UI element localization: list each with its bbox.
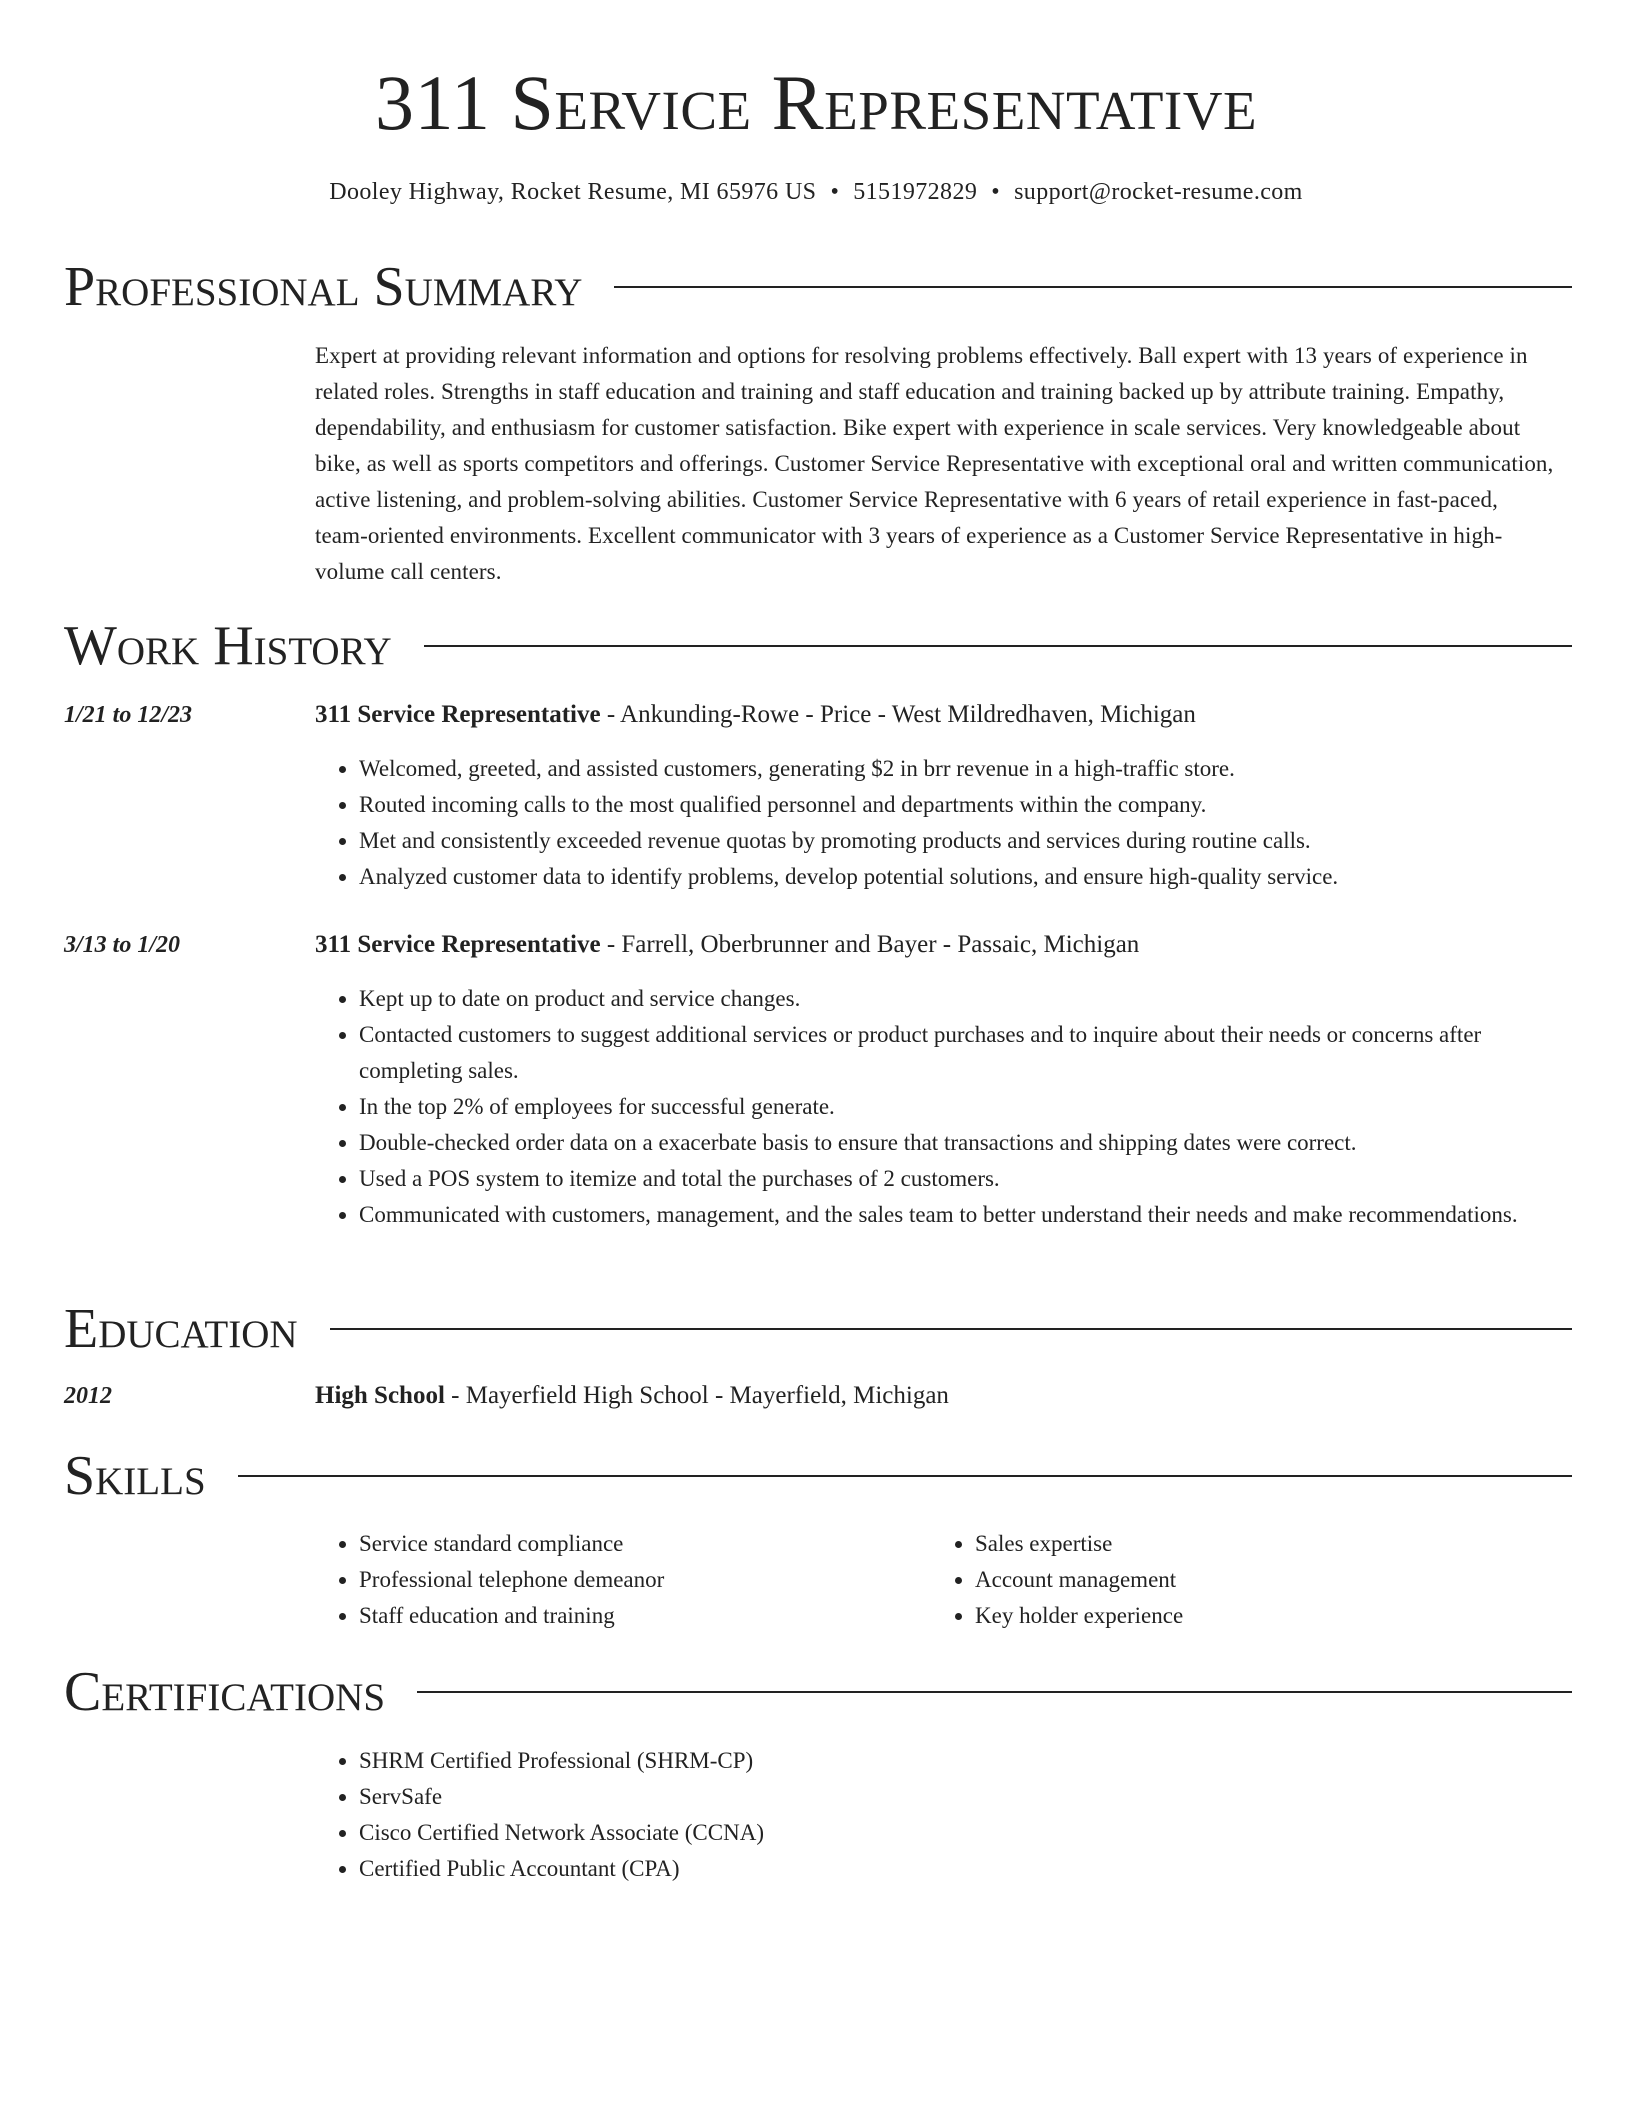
- section-rule: [417, 1691, 1572, 1693]
- education-year: 2012: [64, 1383, 112, 1409]
- job-heading: [315, 927, 1555, 963]
- job-role: 311 Service Representative: [315, 701, 601, 728]
- contact-email: support@rocket-resume.com: [1014, 179, 1303, 205]
- certification-item: • Cisco Certified Network Associate (CCNA): [359, 1815, 1570, 1851]
- job-bullet: • Welcomed, greeted, and assisted customers, generating $2 in brr revenue in a high-traffic store.: [359, 751, 1570, 787]
- education-details: - Mayerfield High School - Mayerfield, Michigan: [444, 1382, 949, 1409]
- education-degree: High School: [315, 1382, 445, 1409]
- certifications-list: [315, 1743, 1570, 1887]
- job-bullet: • Met and consistently exceeded revenue quotas by promoting products and services during routine calls.: [359, 823, 1570, 859]
- job-bullet: • Routed incoming calls to the most qualified personnel and departments within the company.: [359, 787, 1570, 823]
- section-rule: [424, 645, 1572, 647]
- section-rule: [238, 1475, 1572, 1477]
- job-bullets: [315, 751, 1570, 895]
- skills-list-left: [315, 1526, 915, 1634]
- section-heading-skills: [64, 1444, 1572, 1508]
- skill-item: • Professional telephone demeanor: [359, 1562, 915, 1598]
- contact-separator: •: [830, 179, 840, 205]
- section-rule: [330, 1328, 1572, 1330]
- certification-item: • SHRM Certified Professional (SHRM-CP): [359, 1743, 1570, 1779]
- contact-separator: •: [991, 179, 1001, 205]
- section-heading-summary: [64, 255, 1572, 319]
- education-heading: [315, 1378, 1555, 1414]
- job-bullet: • Double-checked order data on a exacerbate basis to ensure that transactions and shipping dates were correct.: [359, 1125, 1570, 1161]
- section-title: Skills: [64, 1445, 206, 1507]
- job-bullet: • Communicated with customers, management, and the sales team to better understand their needs and make recommendations.: [359, 1197, 1570, 1233]
- candidate-name: 311 Service Representative: [374, 59, 1258, 146]
- job-details: - Farrell, Oberbrunner and Bayer - Passaic, Michigan: [600, 931, 1140, 958]
- certification-item: • ServSafe: [359, 1779, 1570, 1815]
- job-dates: 1/21 to 12/23: [64, 702, 193, 728]
- job-role: 311 Service Representative: [315, 931, 601, 958]
- section-title: Professional Summary: [64, 256, 583, 318]
- job-bullet: • Contacted customers to suggest additional services or product purchases and to inquire about their needs or concerns after completing sales.: [359, 1017, 1570, 1089]
- section-title: Education: [64, 1298, 298, 1360]
- job-bullets: [315, 981, 1570, 1233]
- job-dates: 3/13 to 1/20: [64, 932, 181, 958]
- job-bullet: • Used a POS system to itemize and total the purchases of 2 customers.: [359, 1161, 1570, 1197]
- job-bullet: • In the top 2% of employees for successful generate.: [359, 1089, 1570, 1125]
- skill-item: • Key holder experience: [975, 1598, 1531, 1634]
- certification-item: • Certified Public Accountant (CPA): [359, 1851, 1570, 1887]
- contact-phone: 5151972829: [853, 179, 978, 205]
- section-title: Certifications: [64, 1661, 386, 1723]
- job-bullet: • Analyzed customer data to identify problems, develop potential solutions, and ensure high-quality service.: [359, 859, 1570, 895]
- job-heading: [315, 697, 1555, 733]
- section-rule: [614, 286, 1572, 288]
- skill-item: • Staff education and training: [359, 1598, 915, 1634]
- job-bullet: • Kept up to date on product and service changes.: [359, 981, 1570, 1017]
- skill-item: • Account management: [975, 1562, 1531, 1598]
- job-details: - Ankunding-Rowe - Price - West Mildredhaven, Michigan: [600, 701, 1196, 728]
- skill-item: • Sales expertise: [975, 1526, 1531, 1562]
- skills-list-right: [931, 1526, 1531, 1634]
- contact-address: Dooley Highway, Rocket Resume, MI 65976 US: [329, 179, 817, 205]
- section-title: Work History: [64, 615, 392, 677]
- section-heading-education: [64, 1297, 1572, 1361]
- skill-item: • Service standard compliance: [359, 1526, 915, 1562]
- summary-paragraph: Expert at providing relevant information and options for resolving problems effectively. Ball expert with 13 years of experience in related roles. Strengths in staff education and training and staff education and training backed up by attribute training. Empathy, dependability, and enthusiasm for customer satisfaction. Bike expert with experience in scale services. Very knowledgeable about bike, as well as sports competitors and offerings. Customer Service Representative with exceptional oral and written communication, active listening, and problem-solving abilities. Customer Service Representative with 6 years of retail experience in fast-paced, team-oriented environments. Excellent communicator with 3 years of experience as a Customer Service Representative in high-volume call centers.: [315, 343, 1554, 584]
- section-heading-certifications: [64, 1660, 1572, 1724]
- section-heading-work-history: [64, 614, 1572, 678]
- contact-line: [0, 176, 1632, 208]
